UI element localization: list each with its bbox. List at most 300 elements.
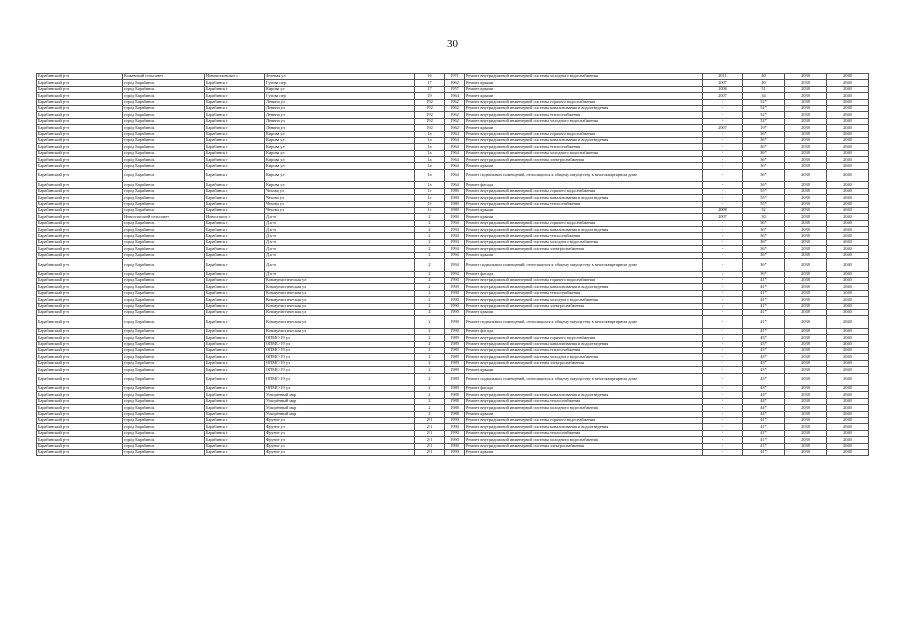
period-end-cell: 2040 bbox=[827, 392, 869, 398]
build-year-cell: 1989 bbox=[445, 373, 465, 386]
district-cell: Барабинский р-н bbox=[37, 437, 123, 443]
work-type-cell: Ремонт внутридомовой инженерной системы горячего водоснабжения bbox=[465, 277, 703, 283]
locality-cell: Барабинск г bbox=[205, 430, 265, 436]
settlement-cell: город Барабинск bbox=[123, 252, 205, 258]
work-type-cell: Ремонт внутридомовой инженерной системы горячего водоснабжения bbox=[465, 131, 703, 137]
locality-cell: Барабинск г bbox=[205, 335, 265, 341]
wear-cell: 52* bbox=[743, 99, 785, 105]
house-number-cell: 1а bbox=[415, 182, 445, 188]
street-cell: Кирова ул bbox=[265, 86, 415, 92]
last-repair-year-cell: - bbox=[703, 303, 743, 309]
settlement-cell: город Барабинск bbox=[123, 411, 205, 417]
locality-cell: Барабинск г bbox=[205, 259, 265, 272]
period-start-cell: 2038 bbox=[785, 284, 827, 290]
locality-cell: Новоспасск с bbox=[205, 214, 265, 220]
settlement-cell: город Барабинск bbox=[123, 188, 205, 194]
work-type-cell: Ремонт внутридомовой инженерной системы холодного водоснабжения bbox=[465, 150, 703, 156]
house-number-cell: 2 bbox=[415, 284, 445, 290]
last-repair-year-cell: - bbox=[703, 347, 743, 353]
settlement-cell: город Барабинск bbox=[123, 259, 205, 272]
last-repair-year-cell: - bbox=[703, 430, 743, 436]
settlement-cell: город Барабинск bbox=[123, 449, 205, 455]
period-start-cell: 2038 bbox=[785, 150, 827, 156]
wear-cell: 43* bbox=[743, 360, 785, 366]
settlement-cell: город Барабинск bbox=[123, 386, 205, 392]
district-cell: Барабинский р-н bbox=[37, 259, 123, 272]
period-end-cell: 2040 bbox=[827, 125, 869, 131]
period-start-cell: 2038 bbox=[785, 290, 827, 296]
settlement-cell: город Барабинск bbox=[123, 125, 205, 131]
wear-cell: 52* bbox=[743, 112, 785, 118]
house-number-cell: 2/1 bbox=[415, 443, 445, 449]
period-end-cell: 2040 bbox=[827, 405, 869, 411]
settlement-cell: город Барабинск bbox=[123, 303, 205, 309]
period-end-cell: 2040 bbox=[827, 259, 869, 272]
street-cell: Коммунистическая ул bbox=[265, 316, 415, 329]
work-type-cell: Ремонт внутридомовой инженерной системы холодного водоснабжения bbox=[465, 354, 703, 360]
district-cell: Барабинский р-н bbox=[37, 405, 123, 411]
wear-cell: 41* bbox=[743, 417, 785, 423]
period-end-cell: 2040 bbox=[827, 137, 869, 143]
district-cell: Барабинский р-н bbox=[37, 80, 123, 86]
period-end-cell: 2040 bbox=[827, 157, 869, 163]
street-cell: ОПМС-19 ул bbox=[265, 373, 415, 386]
last-repair-year-cell: - bbox=[703, 449, 743, 455]
period-end-cell: 2040 bbox=[827, 373, 869, 386]
period-start-cell: 2038 bbox=[785, 246, 827, 252]
district-cell: Барабинский р-н bbox=[37, 271, 123, 277]
last-repair-year-cell: - bbox=[703, 182, 743, 188]
wear-cell: 41* bbox=[743, 424, 785, 430]
locality-cell: Барабинск г bbox=[205, 303, 265, 309]
settlement-cell: город Барабинск bbox=[123, 112, 205, 118]
period-end-cell: 2040 bbox=[827, 386, 869, 392]
last-repair-year-cell: - bbox=[703, 169, 743, 182]
table-row bbox=[37, 259, 869, 272]
district-cell: Барабинский р-н bbox=[37, 303, 123, 309]
period-start-cell: 2038 bbox=[785, 74, 827, 80]
repair-schedule-table bbox=[36, 73, 869, 456]
wear-cell: 40 bbox=[743, 74, 785, 80]
period-start-cell: 2038 bbox=[785, 417, 827, 423]
build-year-cell: 1964 bbox=[445, 150, 465, 156]
district-cell: Барабинский р-н bbox=[37, 417, 123, 423]
period-start-cell: 2038 bbox=[785, 316, 827, 329]
period-end-cell: 2040 bbox=[827, 316, 869, 329]
period-start-cell: 2038 bbox=[785, 125, 827, 131]
period-start-cell: 2038 bbox=[785, 118, 827, 124]
period-start-cell: 2038 bbox=[785, 239, 827, 245]
last-repair-year-cell: 2007 bbox=[703, 214, 743, 220]
street-cell: Чехова ул bbox=[265, 188, 415, 194]
locality-cell: Барабинск г bbox=[205, 271, 265, 277]
period-start-cell: 2038 bbox=[785, 137, 827, 143]
settlement-cell: город Барабинск bbox=[123, 360, 205, 366]
work-type-cell: Ремонт внутридомовой инженерной системы холодного водоснабжения bbox=[465, 239, 703, 245]
work-type-cell: Ремонт крыши bbox=[465, 163, 703, 169]
street-cell: Кирова ул bbox=[265, 182, 415, 188]
build-year-cell: 1962 bbox=[445, 125, 465, 131]
wear-cell: 36* bbox=[743, 144, 785, 150]
street-cell: Коммунистическая ул bbox=[265, 309, 415, 315]
work-type-cell: Ремонт внутридомовой инженерной системы электроснабжения bbox=[465, 443, 703, 449]
period-start-cell: 2038 bbox=[785, 201, 827, 207]
street-cell: ОПМС-19 ул bbox=[265, 335, 415, 341]
settlement-cell: город Барабинск bbox=[123, 157, 205, 163]
locality-cell: Барабинск г bbox=[205, 80, 265, 86]
last-repair-year-cell: 2007 bbox=[703, 93, 743, 99]
build-year-cell: 1964 bbox=[445, 137, 465, 143]
settlement-cell: город Барабинск bbox=[123, 430, 205, 436]
wear-cell: 44* bbox=[743, 398, 785, 404]
period-end-cell: 2040 bbox=[827, 449, 869, 455]
work-type-cell: Ремонт внутридомовой инженерной системы канализования и водоотведения bbox=[465, 284, 703, 290]
work-type-cell: Ремонт крыши bbox=[465, 80, 703, 86]
period-end-cell: 2040 bbox=[827, 207, 869, 213]
work-type-cell: Ремонт внутридомовой инженерной системы электроснабжения bbox=[465, 246, 703, 252]
district-cell: Барабинский р-н bbox=[37, 246, 123, 252]
wear-cell: 41* bbox=[743, 277, 785, 283]
build-year-cell: 1990 bbox=[445, 443, 465, 449]
house-number-cell: 1а bbox=[415, 157, 445, 163]
street-cell: ОПМС-19 ул bbox=[265, 386, 415, 392]
settlement-cell: город Барабинск bbox=[123, 246, 205, 252]
locality-cell: Барабинск г bbox=[205, 239, 265, 245]
period-start-cell: 2038 bbox=[785, 367, 827, 373]
district-cell: Барабинский р-н bbox=[37, 297, 123, 303]
settlement-cell: город Барабинск bbox=[123, 297, 205, 303]
house-number-cell: 2/1 bbox=[415, 417, 445, 423]
district-cell: Барабинский р-н bbox=[37, 195, 123, 201]
work-type-cell: Ремонт внутридомовой инженерной системы теплоснабжения bbox=[465, 430, 703, 436]
build-year-cell: 1988 bbox=[445, 398, 465, 404]
period-start-cell: 2038 bbox=[785, 163, 827, 169]
period-end-cell: 2040 bbox=[827, 411, 869, 417]
wear-cell: 43* bbox=[743, 367, 785, 373]
settlement-cell: город Барабинск bbox=[123, 271, 205, 277]
settlement-cell: город Барабинск bbox=[123, 207, 205, 213]
period-start-cell: 2038 bbox=[785, 131, 827, 137]
locality-cell: Барабинск г bbox=[205, 392, 265, 398]
street-cell: Д.к-н bbox=[265, 227, 415, 233]
table-body bbox=[37, 74, 869, 456]
last-repair-year-cell: - bbox=[703, 386, 743, 392]
district-cell: Барабинский р-н bbox=[37, 309, 123, 315]
district-cell: Барабинский р-н bbox=[37, 163, 123, 169]
work-type-cell: Ремонт крыши bbox=[465, 93, 703, 99]
work-type-cell: Ремонт внутридомовой инженерной системы горячего водоснабжения bbox=[465, 99, 703, 105]
build-year-cell: 1994 bbox=[445, 271, 465, 277]
locality-cell: Барабинск г bbox=[205, 411, 265, 417]
work-type-cell: Ремонт крыши bbox=[465, 86, 703, 92]
locality-cell: Барабинск г bbox=[205, 347, 265, 353]
work-type-cell: Ремонт крыши bbox=[465, 252, 703, 258]
period-start-cell: 2038 bbox=[785, 182, 827, 188]
locality-cell: Барабинск г bbox=[205, 367, 265, 373]
period-start-cell: 2038 bbox=[785, 405, 827, 411]
build-year-cell: 1994 bbox=[445, 259, 465, 272]
house-number-cell: 2/1 bbox=[415, 430, 445, 436]
period-end-cell: 2040 bbox=[827, 443, 869, 449]
street-cell: Кирова ул bbox=[265, 144, 415, 150]
table-row bbox=[37, 449, 869, 455]
build-year-cell: 1988 bbox=[445, 411, 465, 417]
district-cell: Барабинский р-н bbox=[37, 398, 123, 404]
locality-cell: Барабинск г bbox=[205, 360, 265, 366]
street-cell: Фрунзе ул bbox=[265, 437, 415, 443]
street-cell: Д.к-н bbox=[265, 271, 415, 277]
locality-cell: Барабинск г bbox=[205, 284, 265, 290]
district-cell: Барабинский р-н bbox=[37, 386, 123, 392]
work-type-cell: Ремонт крыши bbox=[465, 309, 703, 315]
last-repair-year-cell: - bbox=[703, 131, 743, 137]
wear-cell: 36* bbox=[743, 252, 785, 258]
period-start-cell: 2038 bbox=[785, 392, 827, 398]
period-end-cell: 2040 bbox=[827, 227, 869, 233]
locality-cell: Барабинск г bbox=[205, 125, 265, 131]
build-year-cell: 1962 bbox=[445, 112, 465, 118]
house-number-cell: 17 bbox=[415, 80, 445, 86]
district-cell: Барабинский р-н bbox=[37, 169, 123, 182]
period-start-cell: 2038 bbox=[785, 233, 827, 239]
house-number-cell: 2 bbox=[415, 392, 445, 398]
settlement-cell: город Барабинск bbox=[123, 99, 205, 105]
wear-cell: 41* bbox=[743, 443, 785, 449]
wear-cell: 32 bbox=[743, 207, 785, 213]
period-start-cell: 2038 bbox=[785, 354, 827, 360]
settlement-cell: город Барабинск bbox=[123, 328, 205, 334]
wear-cell: 36* bbox=[743, 233, 785, 239]
district-cell: Барабинский р-н bbox=[37, 347, 123, 353]
wear-cell: 41* bbox=[743, 290, 785, 296]
district-cell: Барабинский р-н bbox=[37, 239, 123, 245]
period-end-cell: 2040 bbox=[827, 195, 869, 201]
work-type-cell: Ремонт внутридомовой инженерной системы канализования и водоотведения bbox=[465, 195, 703, 201]
build-year-cell: 1964 bbox=[445, 144, 465, 150]
build-year-cell: 1990 bbox=[445, 303, 465, 309]
locality-cell: Барабинск г bbox=[205, 220, 265, 226]
settlement-cell: город Барабинск bbox=[123, 144, 205, 150]
house-number-cell: 2 bbox=[415, 367, 445, 373]
last-repair-year-cell: - bbox=[703, 246, 743, 252]
build-year-cell: 1964 bbox=[445, 131, 465, 137]
locality-cell: Барабинск г bbox=[205, 86, 265, 92]
period-start-cell: 2038 bbox=[785, 252, 827, 258]
wear-cell: 36* bbox=[743, 163, 785, 169]
settlement-cell: город Барабинск bbox=[123, 290, 205, 296]
house-number-cell: 2 bbox=[415, 271, 445, 277]
house-number-cell: 2 bbox=[415, 405, 445, 411]
district-cell: Барабинский р-н bbox=[37, 449, 123, 455]
house-number-cell: 2 bbox=[415, 354, 445, 360]
district-cell: Барабинский р-н bbox=[37, 284, 123, 290]
settlement-cell: город Барабинск bbox=[123, 354, 205, 360]
district-cell: Барабинский р-н bbox=[37, 373, 123, 386]
period-end-cell: 2040 bbox=[827, 328, 869, 334]
house-number-cell: 2/1 bbox=[415, 437, 445, 443]
settlement-cell: город Барабинск bbox=[123, 277, 205, 283]
locality-cell: Барабинск г bbox=[205, 131, 265, 137]
district-cell: Барабинский р-н bbox=[37, 137, 123, 143]
locality-cell: Барабинск г bbox=[205, 246, 265, 252]
district-cell: Барабинский р-н bbox=[37, 188, 123, 194]
district-cell: Барабинский р-н bbox=[37, 328, 123, 334]
settlement-cell: город Барабинск bbox=[123, 239, 205, 245]
settlement-cell: город Барабинск bbox=[123, 443, 205, 449]
build-year-cell: 1980 bbox=[445, 201, 465, 207]
locality-cell: Барабинск г bbox=[205, 195, 265, 201]
wear-cell: 36* bbox=[743, 259, 785, 272]
last-repair-year-cell: - bbox=[703, 411, 743, 417]
wear-cell: 55* bbox=[743, 201, 785, 207]
settlement-cell: город Барабинск bbox=[123, 105, 205, 111]
wear-cell: 41* bbox=[743, 437, 785, 443]
settlement-cell: город Барабинск bbox=[123, 233, 205, 239]
build-year-cell: 1980 bbox=[445, 188, 465, 194]
house-number-cell: 2 bbox=[415, 316, 445, 329]
build-year-cell: 1990 bbox=[445, 424, 465, 430]
wear-cell: 51 bbox=[743, 86, 785, 92]
house-number-cell: 2 bbox=[415, 341, 445, 347]
work-type-cell: Ремонт крыши bbox=[465, 207, 703, 213]
table-row bbox=[37, 316, 869, 329]
district-cell: Барабинский р-н bbox=[37, 74, 123, 80]
wear-cell: 43* bbox=[743, 373, 785, 386]
district-cell: Барабинский р-н bbox=[37, 220, 123, 226]
street-cell: Д.к-н bbox=[265, 214, 415, 220]
last-repair-year-cell: - bbox=[703, 354, 743, 360]
last-repair-year-cell: - bbox=[703, 417, 743, 423]
build-year-cell: 1969 bbox=[445, 214, 465, 220]
last-repair-year-cell: - bbox=[703, 112, 743, 118]
house-number-cell: 1а bbox=[415, 137, 445, 143]
last-repair-year-cell: - bbox=[703, 437, 743, 443]
wear-cell: 30 bbox=[743, 214, 785, 220]
period-start-cell: 2038 bbox=[785, 297, 827, 303]
house-number-cell: 2 bbox=[415, 220, 445, 226]
street-cell: Гутова пер bbox=[265, 93, 415, 99]
street-cell: Д.к-н bbox=[265, 252, 415, 258]
street-cell: Кирова ул bbox=[265, 137, 415, 143]
wear-cell: 36* bbox=[743, 131, 785, 137]
wear-cell: 55* bbox=[743, 188, 785, 194]
last-repair-year-cell: - bbox=[703, 201, 743, 207]
period-end-cell: 2040 bbox=[827, 150, 869, 156]
period-end-cell: 2040 bbox=[827, 93, 869, 99]
period-start-cell: 2038 bbox=[785, 112, 827, 118]
build-year-cell: 1994 bbox=[445, 227, 465, 233]
period-start-cell: 2038 bbox=[785, 99, 827, 105]
last-repair-year-cell: - bbox=[703, 360, 743, 366]
street-cell: Ускорённый мкр bbox=[265, 405, 415, 411]
last-repair-year-cell: - bbox=[703, 259, 743, 272]
district-cell: Барабинский р-н bbox=[37, 105, 123, 111]
period-end-cell: 2040 bbox=[827, 182, 869, 188]
period-end-cell: 2040 bbox=[827, 233, 869, 239]
build-year-cell: 1980 bbox=[445, 207, 465, 213]
period-end-cell: 2040 bbox=[827, 290, 869, 296]
last-repair-year-cell: - bbox=[703, 290, 743, 296]
work-type-cell: Ремонт подвальных помещений, относящихся к общему имуществу в многоквартирном доме bbox=[465, 259, 703, 272]
build-year-cell: 1971 bbox=[445, 74, 465, 80]
street-cell: Фрунзе ул bbox=[265, 443, 415, 449]
street-cell: Кирова ул bbox=[265, 131, 415, 137]
district-cell: Барабинский р-н bbox=[37, 424, 123, 430]
period-end-cell: 2040 bbox=[827, 367, 869, 373]
period-end-cell: 2040 bbox=[827, 239, 869, 245]
last-repair-year-cell: - bbox=[703, 220, 743, 226]
period-end-cell: 2040 bbox=[827, 297, 869, 303]
last-repair-year-cell: - bbox=[703, 271, 743, 277]
settlement-cell: Кожевский сельсовет bbox=[123, 74, 205, 80]
district-cell: Барабинский р-н bbox=[37, 125, 123, 131]
district-cell: Барабинский р-н bbox=[37, 182, 123, 188]
period-end-cell: 2040 bbox=[827, 169, 869, 182]
build-year-cell: 1962 bbox=[445, 99, 465, 105]
work-type-cell: Ремонт внутридомовой инженерной системы горячего водоснабжения bbox=[465, 335, 703, 341]
locality-cell: Барабинск г bbox=[205, 297, 265, 303]
last-repair-year-cell: 2011 bbox=[703, 74, 743, 80]
build-year-cell: 1989 bbox=[445, 341, 465, 347]
district-cell: Барабинский р-н bbox=[37, 131, 123, 137]
work-type-cell: Ремонт подвальных помещений, относящихся к общему имуществу в многоквартирном доме bbox=[465, 316, 703, 329]
work-type-cell: Ремонт внутридомовой инженерной системы теплоснабжения bbox=[465, 233, 703, 239]
street-cell: Ленина ул bbox=[265, 99, 415, 105]
work-type-cell: Ремонт фасада bbox=[465, 386, 703, 392]
build-year-cell: 1964 bbox=[445, 157, 465, 163]
house-number-cell: 19 bbox=[415, 93, 445, 99]
wear-cell: 41* bbox=[743, 303, 785, 309]
wear-cell: 36* bbox=[743, 246, 785, 252]
settlement-cell: город Барабинск bbox=[123, 169, 205, 182]
house-number-cell: 2 bbox=[415, 252, 445, 258]
period-end-cell: 2040 bbox=[827, 246, 869, 252]
locality-cell: Барабинск г bbox=[205, 290, 265, 296]
period-start-cell: 2038 bbox=[785, 360, 827, 366]
period-start-cell: 2038 bbox=[785, 373, 827, 386]
last-repair-year-cell: - bbox=[703, 341, 743, 347]
street-cell: Д.к-н bbox=[265, 259, 415, 272]
build-year-cell: 1964 bbox=[445, 169, 465, 182]
street-cell: Коммунистическая ул bbox=[265, 303, 415, 309]
house-number-cell: 192 bbox=[415, 118, 445, 124]
period-start-cell: 2038 bbox=[785, 449, 827, 455]
work-type-cell: Ремонт крыши bbox=[465, 449, 703, 455]
district-cell: Барабинский р-н bbox=[37, 252, 123, 258]
build-year-cell: 1990 bbox=[445, 437, 465, 443]
last-repair-year-cell: - bbox=[703, 309, 743, 315]
street-cell: Кирова ул bbox=[265, 157, 415, 163]
period-start-cell: 2038 bbox=[785, 424, 827, 430]
build-year-cell: 1980 bbox=[445, 195, 465, 201]
street-cell: Фрунзе ул bbox=[265, 424, 415, 430]
street-cell: Фрунзе ул bbox=[265, 449, 415, 455]
wear-cell: 36* bbox=[743, 150, 785, 156]
locality-cell: Барабинск г bbox=[205, 424, 265, 430]
work-type-cell: Ремонт внутридомовой инженерной системы теплоснабжения bbox=[465, 144, 703, 150]
settlement-cell: город Барабинск bbox=[123, 398, 205, 404]
house-number-cell: 2 bbox=[415, 227, 445, 233]
street-cell: Кирова ул bbox=[265, 163, 415, 169]
build-year-cell: 1957 bbox=[445, 86, 465, 92]
period-start-cell: 2038 bbox=[785, 277, 827, 283]
build-year-cell: 1994 bbox=[445, 233, 465, 239]
last-repair-year-cell: - bbox=[703, 163, 743, 169]
wear-cell: 52* bbox=[743, 118, 785, 124]
locality-cell: Барабинск г bbox=[205, 201, 265, 207]
last-repair-year-cell: - bbox=[703, 443, 743, 449]
period-end-cell: 2040 bbox=[827, 131, 869, 137]
